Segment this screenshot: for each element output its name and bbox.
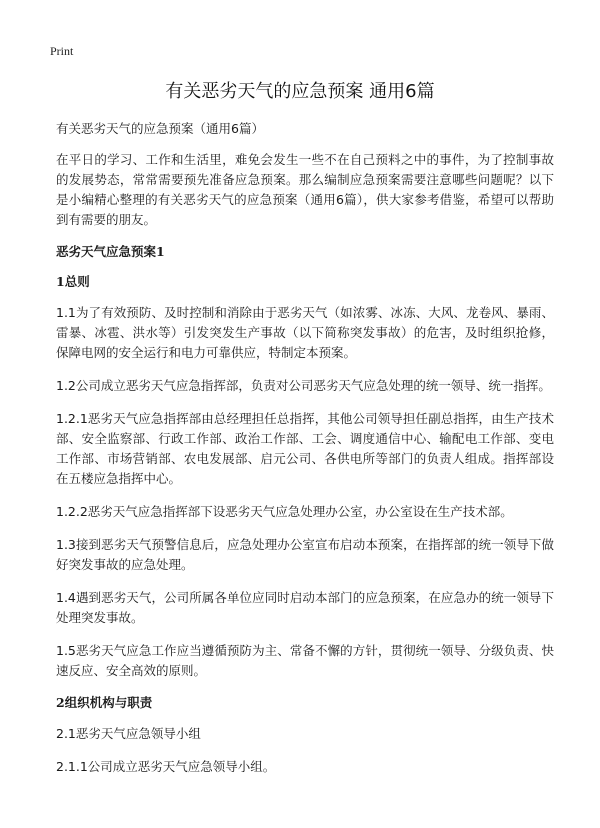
document-body — [56, 120, 554, 790]
paragraph-1-5: 1.5恶劣天气应急工作应当遵循预防为主、常备不懈的方针，贯彻统一领导、分级负责、快速反应、安全高效的原则。 — [56, 643, 554, 678]
document-subtitle: 有关恶劣天气的应急预案（通用6篇） — [56, 121, 264, 136]
print-label: Print — [50, 44, 74, 58]
plan-heading: 恶劣天气应急预案1 — [56, 244, 165, 259]
paragraph-2-1-1: 2.1.1公司成立恶劣天气应急领导小组。 — [56, 759, 276, 774]
section-heading-organization: 2组织机构与职责 — [56, 695, 153, 710]
page-title: 有关恶劣天气的应急预案 通用6篇 — [165, 81, 435, 102]
paragraph-1-2: 1.2公司成立恶劣天气应急指挥部，负责对公司恶劣天气应急处理的统一领导、统一指挥。 — [56, 378, 551, 393]
intro-paragraph: 在平日的学习、工作和生活里，难免会发生一些不在自己预料之中的事件，为了控制事故的发展势态，常常需要预先准备应急预案。那么编制应急预案需要注意哪些问题呢？以下是小编精心整理的有关恶劣天气的应急预案（通用6篇），供大家参考借鉴，希望可以帮助到有需要的朋友。 — [56, 152, 554, 227]
paragraph-1-2-1: 1.2.1恶劣天气应急指挥部由总经理担任总指挥，其他公司领导担任副总指挥，由生产技术部、安全监察部、行政工作部、政治工作部、工会、调度通信中心、输配电工作部、变电工作部、市场营销部、农电发展部、启元公司、各供电所等部门的负责人组成。指挥部设在五楼应急指挥中心。 — [56, 411, 554, 486]
section-heading-general: 1总则 — [56, 274, 90, 289]
paragraph-2-1: 2.1恶劣天气应急领导小组 — [56, 726, 201, 741]
paragraph-1-4: 1.4遇到恶劣天气，公司所属各单位应同时启动本部门的应急预案，在应急办的统一领导下处理突发事故。 — [56, 590, 554, 625]
paragraph-1-2-2: 1.2.2恶劣天气应急指挥部下设恶劣天气应急处理办公室，办公室设在生产技术部。 — [56, 504, 513, 519]
paragraph-1-3: 1.3接到恶劣天气预警信息后，应急处理办公室宣布启动本预案，在指挥部的统一领导下做好突发事故的应急处理。 — [56, 537, 554, 572]
paragraph-1-1: 1.1为了有效预防、及时控制和消除由于恶劣天气（如浓雾、冰冻、大风、龙卷风、暴雨、雷暴、冰雹、洪水等）引发突发生产事故（以下简称突发事故）的危害，及时组织抢修，保障电网的安全运行和电力可靠供应，特制定本预案。 — [56, 305, 554, 360]
